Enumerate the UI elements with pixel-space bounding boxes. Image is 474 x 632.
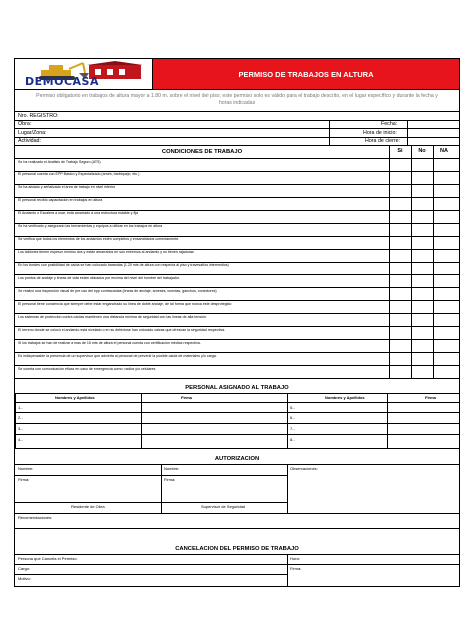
check-cell-si[interactable]	[390, 313, 411, 326]
condition-item: Se realizó una inspección visual de pre uso del epp contracaídas (líneas de anclaje, arneses, cuerdas, ganchos, conectores)	[18, 288, 217, 293]
check-cell-no[interactable]	[412, 339, 433, 352]
check-cell-na[interactable]	[434, 184, 455, 197]
personal-row-right[interactable]: 6.-	[290, 415, 295, 420]
hora-inicio-label: Hora de inicio:	[363, 129, 397, 136]
personal-row-left[interactable]: 4.-	[18, 437, 23, 442]
check-cell-na[interactable]	[434, 365, 455, 378]
check-cell-na[interactable]	[434, 313, 455, 326]
condition-item: Es indispensable la presencia de un supervisor que advierta al personal de prevenir la posible caída de materiales y/o carga.	[18, 353, 217, 358]
check-cell-si[interactable]	[390, 300, 411, 313]
check-cell-si[interactable]	[390, 287, 411, 300]
registro-label: Nro. REGISTRO:	[18, 112, 59, 119]
col-nombres-left: Nombres y Apellidos	[55, 395, 95, 400]
check-cell-no[interactable]	[412, 287, 433, 300]
check-cell-si[interactable]	[390, 339, 411, 352]
check-cell-no[interactable]	[412, 352, 433, 365]
company-logo	[15, 59, 153, 89]
observaciones-label: Observaciones:	[290, 466, 318, 471]
firma-supervisor-label: Firma:	[164, 477, 176, 482]
document-title: PERMISO DE TRABAJOS EN ALTURA	[153, 59, 459, 89]
condition-item: El terreno donde se colocó el andamio está nivelado o en su defectose han colocado calzas que ofrezcan la seguridad respectiva.	[18, 327, 226, 332]
nombre-residente-label: Nombre:	[18, 466, 34, 471]
check-cell-si[interactable]	[390, 171, 411, 184]
residente-caption: Residente de Obra	[71, 504, 105, 509]
col-firma-left: Firma	[181, 395, 192, 400]
condition-item: Se ha realizado el Análisis de Trabajo Seguro (ATS)	[18, 159, 101, 164]
col-no: No	[418, 148, 426, 154]
check-cell-no[interactable]	[412, 300, 433, 313]
check-cell-no[interactable]	[412, 236, 433, 249]
condition-item: Los tablones tienen espesor mínimo dos y están amarrados en sus extremos al andamio y no tienen rajaduras	[18, 250, 194, 255]
document-header	[14, 58, 460, 90]
personal-section	[14, 379, 460, 449]
check-cell-si[interactable]	[390, 249, 411, 262]
check-cell-na[interactable]	[434, 236, 455, 249]
logo-text: DEMOCASA	[25, 75, 99, 88]
condition-item: En los bordes con posibilidad de caída se han colocado barandas (1.20 mts de altura con respecta al piso y travesaños intermedios)	[18, 263, 229, 268]
motivo-label: Motivo:	[18, 576, 31, 581]
check-cell-na[interactable]	[434, 300, 455, 313]
check-cell-no[interactable]	[412, 262, 433, 275]
check-cell-no[interactable]	[412, 171, 433, 184]
recomendaciones-label: Recomendaciones:	[18, 515, 53, 520]
condition-item: Se verifica que todos los elementos de los andamios estén completos y ensamblados correctamente.	[18, 237, 180, 242]
cancelacion-title: CANCELACION DEL PERMISO DE TRABAJO	[175, 546, 299, 552]
actividad-row[interactable]	[14, 138, 460, 147]
check-cell-no[interactable]	[412, 158, 433, 171]
check-cell-na[interactable]	[434, 287, 455, 300]
condition-item: El personal cuenta con EPP Básico y Especializado (arnés, barbiquejo, etc.)	[18, 172, 140, 177]
personal-row-right[interactable]: 8.-	[290, 437, 295, 442]
condition-item: Los sistemas de protección contra caídas mantienen una distancia mínima de seguridad con las líneas de alta tensión.	[18, 314, 207, 319]
fecha-label: Fecha:	[381, 121, 398, 128]
check-cell-si[interactable]	[390, 352, 411, 365]
check-cell-si[interactable]	[390, 274, 411, 287]
condition-item: El personal recibió capacitación en trabajos en altura	[18, 198, 103, 203]
check-cell-si[interactable]	[390, 223, 411, 236]
condition-item: Si los trabajos se han de realizar a mas de 15 mts de altura el personal cuenta con certificación médica respectiva.	[18, 340, 201, 345]
check-cell-no[interactable]	[412, 313, 433, 326]
condition-item: El Andamio o Escalera a usar, está amarrado a una estructura estable y fija	[18, 211, 139, 216]
hora-cancela-label: Hora:	[290, 556, 300, 561]
conditions-title: CONDICIONES DE TRABAJO	[161, 149, 243, 155]
check-cell-no[interactable]	[412, 249, 433, 262]
col-nombres-right: Nombres y Apellidos	[325, 395, 365, 400]
check-cell-na[interactable]	[434, 171, 455, 184]
personal-row-left[interactable]: 2.-	[18, 415, 23, 420]
nombre-supervisor-label: Nombre:	[164, 466, 180, 471]
col-na: NA	[440, 148, 448, 154]
personal-row-right[interactable]: 7.-	[290, 426, 295, 431]
condition-item: Se ha aislado y señalizado el área de trabajo en nivel inferior	[18, 185, 116, 190]
registro-row[interactable]	[14, 112, 460, 121]
col-si: Si	[397, 148, 403, 154]
check-cell-no[interactable]	[412, 184, 433, 197]
check-cell-na[interactable]	[434, 249, 455, 262]
supervisor-caption: Supervisor de Seguridad	[201, 504, 246, 509]
check-cell-na[interactable]	[434, 326, 455, 339]
col-firma-right: Firma	[425, 395, 436, 400]
check-cell-si[interactable]	[390, 184, 411, 197]
condition-item: Se ha verificado y asegurado las herramientas y equipos a utilizar en los trabajos en altura	[18, 224, 163, 229]
check-cell-na[interactable]	[434, 158, 455, 171]
hora-cierre-label: Hora de cierre:	[365, 138, 401, 145]
check-cell-si[interactable]	[390, 210, 411, 223]
obra-row[interactable]	[14, 121, 460, 130]
firma-residente-label: Firma:	[18, 477, 30, 482]
check-cell-na[interactable]	[434, 352, 455, 365]
personal-row-left[interactable]: 3.-	[18, 426, 23, 431]
autorizacion-title: AUTORIZACION	[214, 456, 260, 462]
check-cell-si[interactable]	[390, 197, 411, 210]
check-cell-na[interactable]	[434, 197, 455, 210]
intro-text: Permiso obligatorio en trabajos de altura mayor a 1.80 m. sobre el nivel del piso; este permiso solo es válido para el trabajo descrito, en el lugar específico y durante la fecha y horas indicadas	[14, 90, 460, 112]
conditions-table	[14, 146, 460, 379]
autorizacion-section	[14, 449, 460, 529]
lugar-row[interactable]	[14, 129, 460, 138]
check-cell-na[interactable]	[434, 339, 455, 352]
check-cell-no[interactable]	[412, 223, 433, 236]
check-cell-na[interactable]	[434, 223, 455, 236]
obra-label: Obra:	[18, 121, 32, 128]
check-cell-si[interactable]	[390, 326, 411, 339]
check-cell-si[interactable]	[390, 236, 411, 249]
check-cell-na[interactable]	[434, 274, 455, 287]
condition-item: Se cuenta con comunicación eficaz en caso de emergencia como: radios y/o celulares	[18, 366, 156, 371]
check-cell-na[interactable]	[434, 210, 455, 223]
personal-row-right[interactable]: 5.-	[290, 405, 295, 410]
lugar-label: Lugar/Zona:	[18, 129, 47, 136]
cargo-label: Cargo:	[18, 566, 31, 571]
condition-item: El personal tiene conciencia que siempre debe estar enganchado su línea de doble anclaje, de tal forma que nunca este desprotegido	[18, 301, 232, 306]
persona-cancela-label: Persona que Cancela el Permiso:	[18, 556, 78, 561]
actividad-label: Actividad:	[18, 138, 41, 145]
cancelacion-section	[14, 529, 460, 587]
check-cell-si[interactable]	[390, 365, 411, 378]
check-cell-no[interactable]	[412, 365, 433, 378]
check-cell-si[interactable]	[390, 262, 411, 275]
check-cell-no[interactable]	[412, 210, 433, 223]
check-cell-no[interactable]	[412, 326, 433, 339]
condition-item: Los puntos de anclaje y líneas de vida están ubicados por encima del nivel del hombre del trabajador.	[18, 275, 180, 280]
check-cell-no[interactable]	[412, 274, 433, 287]
firma-cancela-label: Firma:	[290, 566, 302, 571]
check-cell-na[interactable]	[434, 262, 455, 275]
personal-title: PERSONAL ASIGNADO AL TRABAJO	[185, 385, 289, 391]
personal-row-left[interactable]: 1.-	[18, 405, 23, 410]
check-cell-si[interactable]	[390, 158, 411, 171]
check-cell-no[interactable]	[412, 197, 433, 210]
